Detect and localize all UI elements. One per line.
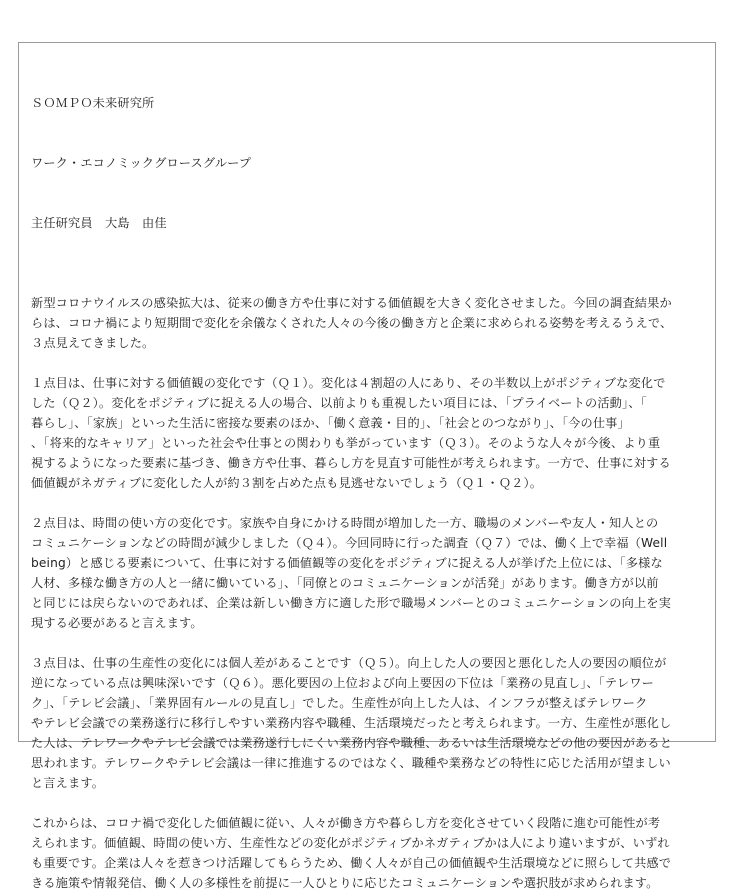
author-group: ワーク・エコノミックグロースグループ — [31, 156, 252, 170]
author-block — [31, 53, 705, 273]
spacer — [31, 633, 705, 653]
author-name: 主任研究員 大島 由佳 — [31, 216, 167, 230]
paragraph-intro: 新型コロナウイルスの感染拡大は、従来の働き方や仕事に対する価値観を大きく変化させました。今回の調査結果か らは、コロナ禍により短期間で変化を余儀なくされた人々の今後の働き方と企業に求められる姿勢を考えるうえで、 ３点見えてきました。 — [31, 296, 673, 350]
paragraph-point-3: ３点目は、仕事の生産性の変化には個人差があることです（Ｑ５）。向上した人の要因と悪化した人の要因の順位が 逆になっている点は興味深いです（Ｑ６）。悪化要因の上位および向上要因の下位は「業務の見直し」、「テレワー ク」、「テレビ会議」、「業界固有ルールの見直し」でした。生産性が向上した人は、インフラが整えばテレワーク やテレビ会議での業務遂行に移行しやすい業務内容や職種、生活環境だったと考えられます。一方、生産性が悪化し た人は、テレワークやテレビ会議では業務遂行しにくい業務内容や職種、あるいは生活環境などの他の要因があると 思われます。テレワークやテレビ会議は一律に推進するのではなく、職種や業務などの特性に応じた活用が望ましい と言えます。 — [31, 656, 673, 790]
author-organization: ＳＯＭＰＯ未来研究所 — [31, 96, 155, 110]
paragraph-conclusion: これからは、コロナ禍で変化した価値観に従い、人々が働き方や暮らし方を変化させていく段階に進む可能性が考 えられます。価値観、時間の使い方、生産性などの変化がポジティブかネガティブかは人により違いますが、いずれ も重要です。企業は人々を惹きつけ活躍してもらうため、働く人々が自己の価値観や生活環境などに照らして共感で きる施策や情報発信、働く人の多様性を前提に一人ひとりに応じたコミュニケーションや選択肢が求められます。 — [31, 816, 672, 890]
article-frame — [18, 42, 716, 890]
spacer — [31, 273, 705, 293]
spacer — [31, 493, 705, 513]
paragraph-point-2: ２点目は、時間の使い方の変化です。家族や自身にかける時間が増加した一方、職場のメンバーや友人・知人との コミュニケーションなどの時間が減少しました（Ｑ４）。今回同時に行った調査（Ｑ７）では、働く上で幸福（Well being）と感じる要素について、仕事に対する価値観等の変化をポジティブに捉える人が挙げた上位には、「多様な 人材、多様な働き方の人と一緒に働いている」、「同僚とのコミュニケーションが活発」があります。働き方が以前 と同じには戻らないのであれば、企業は新しい働き方に適した形で職場メンバーとのコミュニケーションの向上を実 現する必要があると言えます。 — [31, 516, 671, 630]
paragraph-point-1: １点目は、仕事に対する価値観の変化です（Ｑ１）。変化は４割超の人にあり、その半数以上がポジティブな変化で した（Ｑ２）。変化をポジティブに捉える人の場合、以前よりも重視したい項目には、「プライベートの活動」、「 暮らし」、「家族」といった生活に密接な要素のほか、「働く意義・目的」、「社会とのつながり」、「今の仕事」 、「将来的なキャリア」といった社会や仕事との関わりも挙がっています（Ｑ３）。そのような人々が今後、より重 視するようになった要素に基づき、働き方や仕事、暮らし方を見直す可能性が考えられます。一方で、仕事に対する 価値観がネガティブに変化した人が約３割を占めた点も見逃せないでしょう（Ｑ１・Ｑ２）。 — [31, 376, 671, 490]
spacer — [31, 793, 705, 813]
spacer — [31, 353, 705, 373]
